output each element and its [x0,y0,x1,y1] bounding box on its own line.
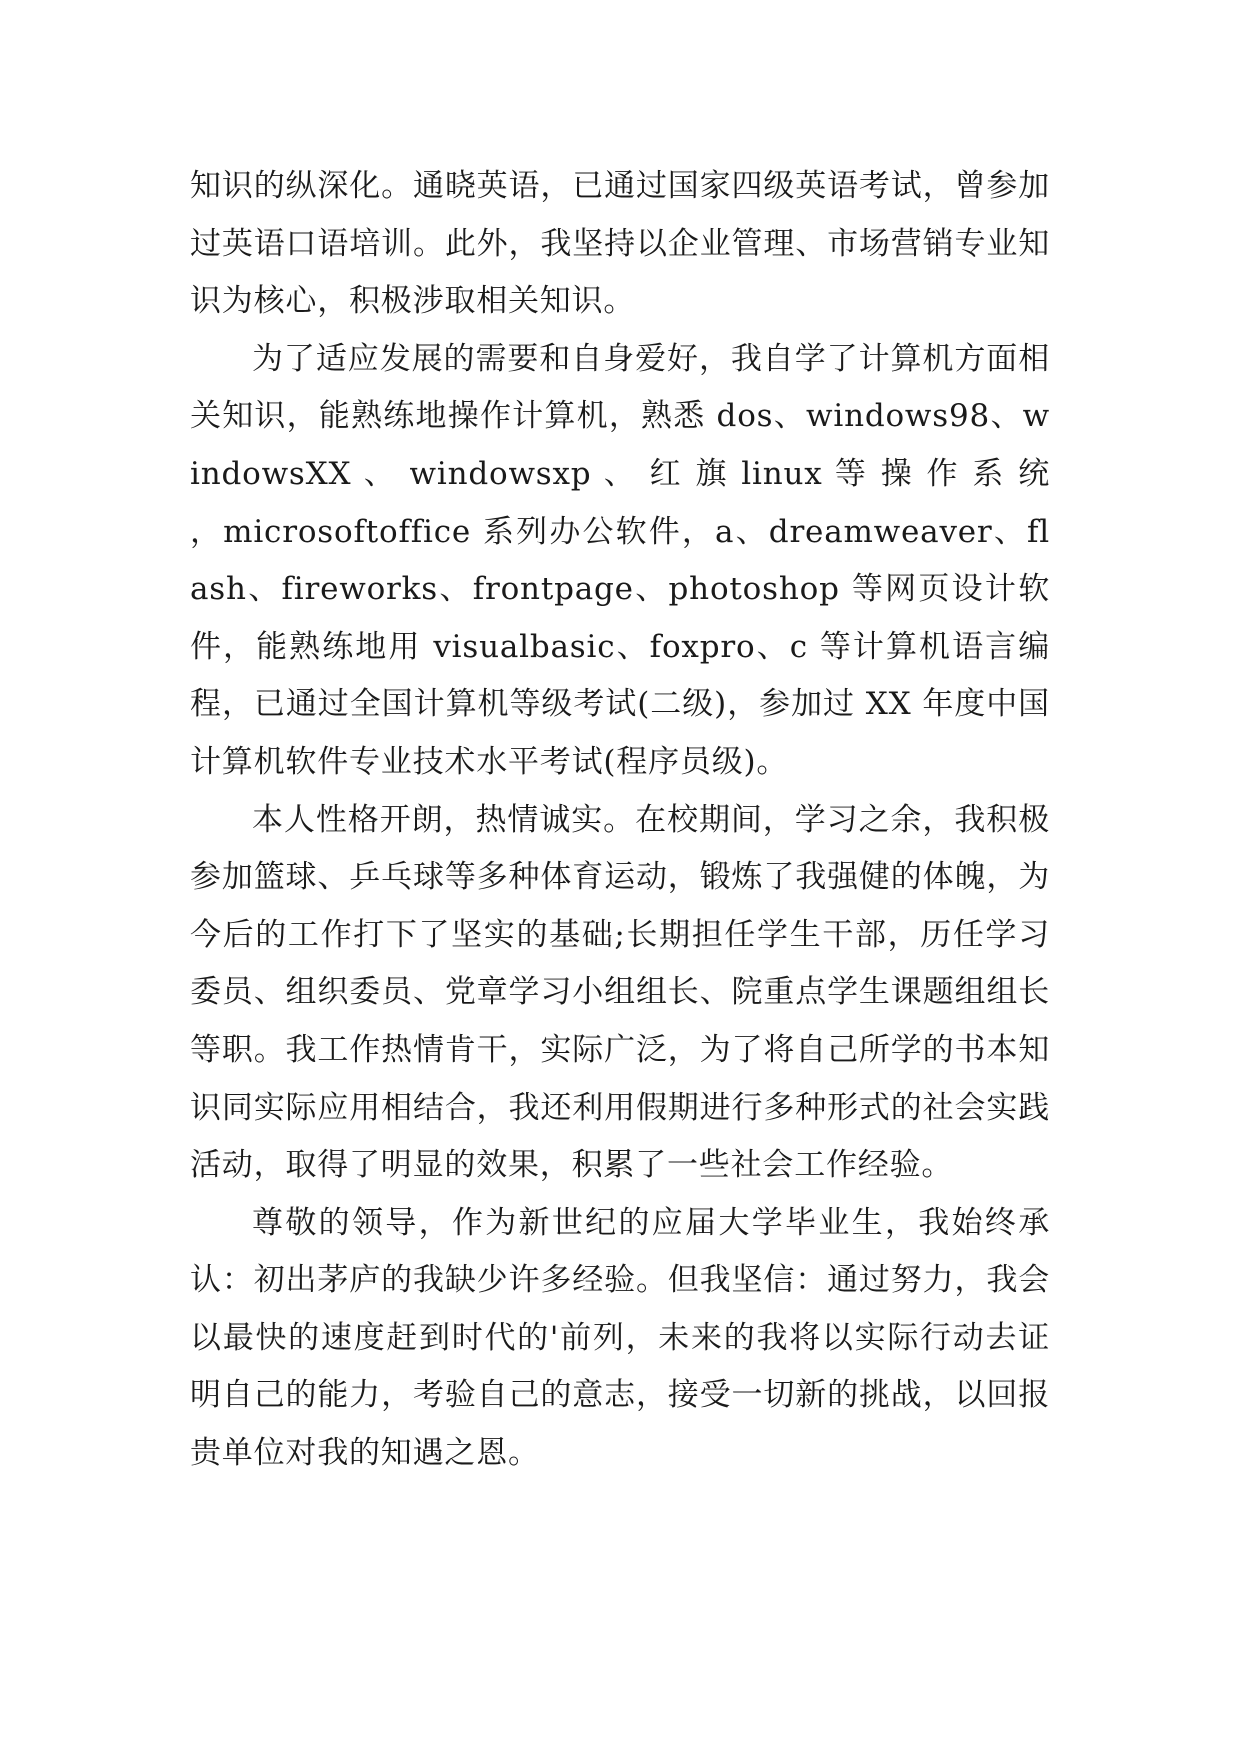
paragraph-closing: 尊敬的领导，作为新世纪的应届大学毕业生，我始终承认：初出茅庐的我缺少许多经验。但我坚信：通过努力，我会以最快的速度赶到时代的'前列，未来的我将以实际行动去证明自己的能力，考验自己的意志，接受一切新的挑战，以回报贵单位对我的知遇之恩。 [190,1204,1050,1472]
paragraph-personality: 本人性格开朗，热情诚实。在校期间，学习之余，我积极参加篮球、乒乓球等多种体育运动，锻炼了我强健的体魄，为今后的工作打下了坚实的基础;长期担任学生干部，历任学习委员、组织委员、党章学习小组组长、院重点学生课题组组长等职。我工作热情肯干，实际广泛，为了将自己所学的书本知识同实际应用相结合，我还利用假期进行多种形式的社会实践活动，取得了明显的效果，积累了一些社会工作经验。 [190,801,1050,1184]
document-body [190,158,1050,1483]
paragraph-computer-skills: 为了适应发展的需要和自身爱好，我自学了计算机方面相关知识，能熟练地操作计算机，熟悉 dos、windows98、windowsXX 、 windowsxp 、 红 旗 linux 等 操 作 系 统 ，microsoftoffice 系列办公软件，a、dreamweaver、flash、fireworks、frontpage、photoshop 等网页设计软件，能熟练地用 visualbasic、foxpro、c 等计算机语言编程，已通过全国计算机等级考试(二级)，参加过 XX 年度中国计算机软件专业技术水平考试(程序员级)。 [190,340,1050,780]
paragraph-continued: 知识的纵深化。通晓英语，已通过国家四级英语考试，曾参加过英语口语培训。此外，我坚持以企业管理、市场营销专业知识为核心，积极涉取相关知识。 [190,168,1050,320]
